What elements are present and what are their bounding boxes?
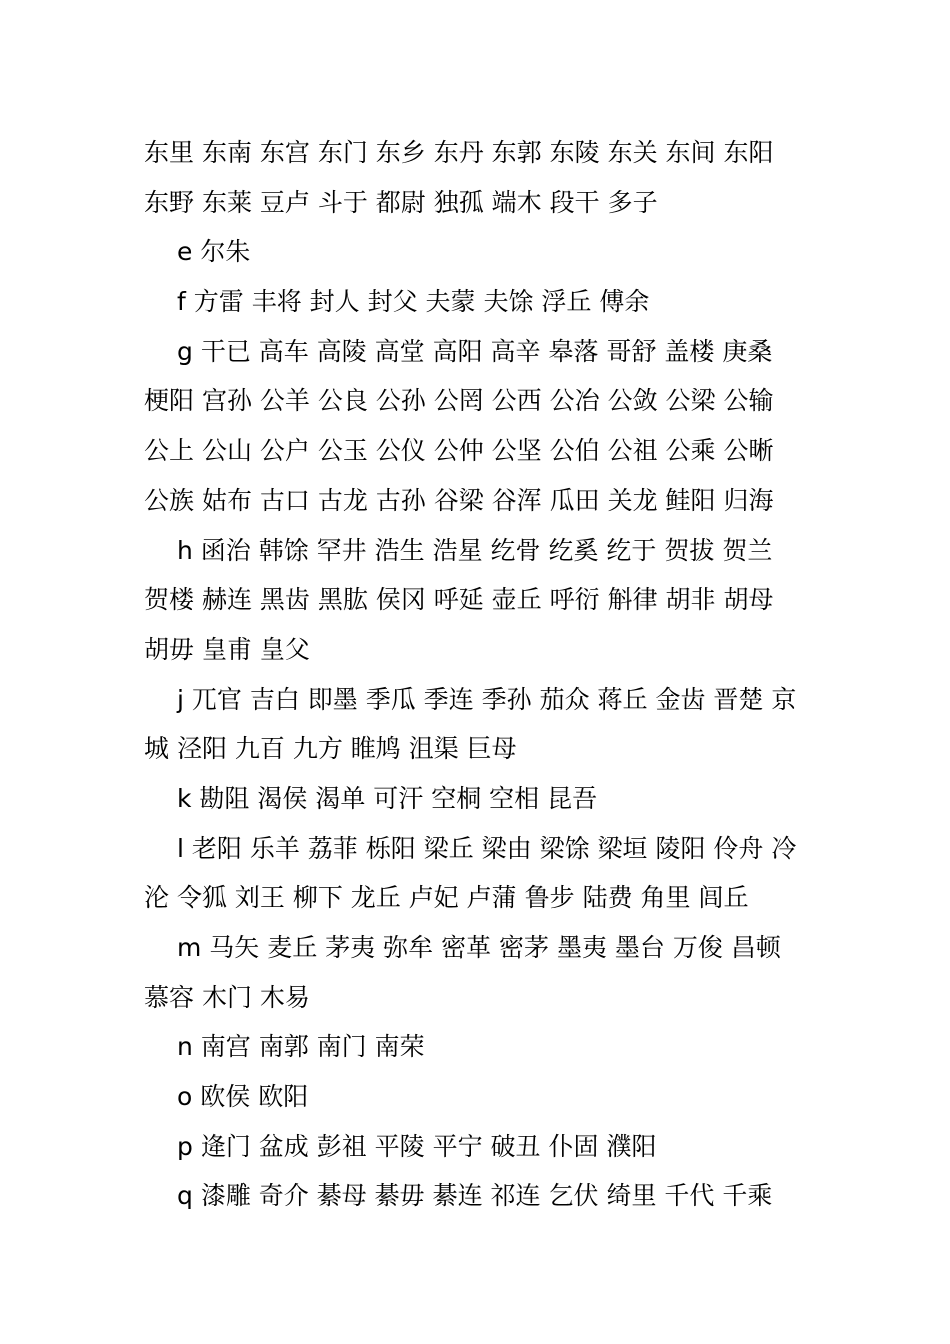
document-page bbox=[144, 128, 810, 1221]
text-line-3: e 尔朱 bbox=[177, 237, 251, 267]
text-line-14: k 勘阻 渴侯 渴单 可汗 空桐 空相 昆吾 bbox=[177, 783, 598, 813]
text-line-2: 东野 东莱 豆卢 斗于 都尉 独孤 端木 段干 多子 bbox=[144, 187, 658, 217]
text-line-10: 贺楼 赫连 黑齿 黑肱 侯冈 呼延 壶丘 呼衍 斛律 胡非 胡母 bbox=[144, 585, 774, 615]
text-line-7: 公上 公山 公户 公玉 公仪 公仲 公坚 公伯 公祖 公乘 公晰 bbox=[144, 436, 774, 466]
text-line-20: o 欧侯 欧阳 bbox=[177, 1082, 309, 1112]
text-line-13: 城 泾阳 九百 九方 睢鸠 沮渠 巨母 bbox=[144, 734, 517, 764]
text-line-19: n 南宫 南郭 南门 南荣 bbox=[177, 1032, 425, 1062]
text-line-5: g 干已 高车 高陵 高堂 高阳 高辛 皋落 哥舒 盖楼 庚桑 bbox=[177, 336, 773, 366]
text-line-1: 东里 东南 东宫 东门 东乡 东丹 东郭 东陵 东关 东间 东阳 bbox=[144, 138, 774, 167]
text-line-17: m 马矢 麦丘 茅夷 弥牟 密革 密茅 墨夷 墨台 万俊 昌顿 bbox=[177, 933, 781, 962]
text-line-22: q 漆雕 奇介 綦母 綦毋 綦连 祁连 乞伏 绮里 千代 千乘 bbox=[177, 1181, 773, 1211]
text-line-16: 沦 令狐 刘王 柳下 龙丘 卢妃 卢蒲 鲁步 陆费 角里 闾丘 bbox=[144, 883, 749, 913]
text-line-15: l 老阳 乐羊 荔菲 栎阳 梁丘 梁由 梁馀 梁垣 陵阳 伶舟 冷 bbox=[177, 833, 797, 863]
text-line-6: 梗阳 宫孙 公羊 公良 公孙 公罔 公西 公冶 公敛 公梁 公输 bbox=[144, 386, 774, 416]
text-line-18: 慕容 木门 木易 bbox=[144, 982, 310, 1012]
text-line-21: p 逄门 盆成 彭祖 平陵 平宁 破丑 仆固 濮阳 bbox=[177, 1131, 657, 1161]
text-line-8: 公族 姑布 古口 古龙 古孙 谷梁 谷浑 瓜田 关龙 鲑阳 归海 bbox=[144, 485, 774, 515]
text-line-4: f 方雷 丰将 封人 封父 夫蒙 夫馀 浮丘 傅余 bbox=[177, 287, 650, 317]
text-line-9: h 函治 韩馀 罕井 浩生 浩星 纥骨 纥奚 纥于 贺拔 贺兰 bbox=[177, 535, 773, 565]
text-line-12: j 兀官 吉白 即墨 季瓜 季连 季孙 茄众 蒋丘 金齿 晋楚 京 bbox=[177, 684, 797, 714]
text-line-11: 胡毋 皇甫 皇父 bbox=[144, 634, 310, 664]
